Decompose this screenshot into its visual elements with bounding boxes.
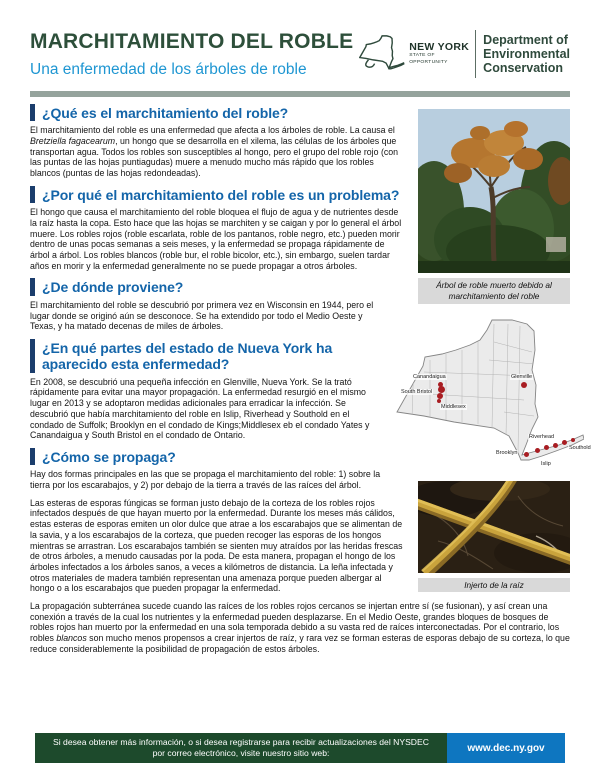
section-heading [30, 186, 406, 203]
infection-site-dot [521, 382, 527, 388]
section-heading [30, 339, 384, 373]
map-label: Riverhead [529, 433, 555, 440]
paragraph: En 2008, se descubrió una pequeña infección en Glenville, Nueva York. Se la trató rápidamente para evitar una mayor propagación. La enfermedad resurgió en el mismo lugar en 2013 y se adoptaron medidas adicionales para erradicar la infección. Se descubrió que había marchitamiento del roble en Islip, Riverhead y Southold en el condado de Suffolk; Brooklyn en el condado de Kings;Middlesex eb el condado Yates y Canandaigua y South Bristol en el condado de Ontario. [30, 376, 370, 441]
map-label: Southold [569, 444, 591, 451]
section-heading [30, 448, 384, 465]
section-heading [30, 278, 406, 295]
map-label: Canandaigua [413, 373, 446, 380]
figure-caption: Injerto de la raíz [418, 578, 570, 593]
header [0, 0, 600, 79]
page-subtitle: Una enfermedad de los árboles de roble [30, 61, 307, 78]
content [0, 104, 600, 655]
infection-site-dot [438, 386, 445, 393]
paragraph: El marchitamiento del roble se descubrió por primera vez en Wisconsin en 1944, pero el lugar donde se originó aún se desconoce. Se ha extendido por todo el Medio Oeste y Texas, y ha matado decenas de miles de árboles. [30, 299, 374, 332]
map-label: Glenville [511, 373, 533, 380]
infection-site-dot [437, 399, 441, 403]
header-divider [30, 91, 570, 97]
logo-wordmark [409, 42, 469, 66]
figure-root-graft [418, 481, 570, 593]
figure-caption: Árbol de roble muerto debido al marchitamiento del roble [418, 278, 570, 304]
logo-tagline-2: OPPORTUNITY [409, 59, 448, 65]
paragraph: El marchitamiento del roble es una enfermedad que afecta a los árboles de roble. La causa el Bretziella fagacearum, un hongo que se desarrolla en el xilema, las células de los árboles que transportan agua. Todos los robles son susceptibles al hongo, pero el grupo del roble rojo (con las puntas de las hojas puntiagudas) muere a menudo mucho más rápido que los robles blancos (puntas de las hojas redondeadas). [30, 125, 399, 179]
section-title: ¿De dónde proviene? [42, 279, 184, 296]
heading-accent-bar [30, 104, 35, 121]
heading-accent-bar [30, 278, 35, 295]
paragraph: Las esteras de esporas fúngicas se forman justo debajo de la corteza de los robles rojos infectados después de que hayan muerto por la enfermedad. Durante los meses más cálidos, estas esteras de esporas emiten un olor dulce que atrae a los escarabajos que se alimentan de la savia, y a los escarabajos de la corteza, que pueden recoger las esporas de los hongos mientras se arrastran. Los escarabajos también se sienten muy atraídos por las heridas frescas de otros árboles, a menudo causadas por la poda. De esta manera, propagan el hongo de los árboles infectados a los árboles sanos, a veces a kilómetros de distancia. La leña infectada y otros materiales de madera también representan una amenaza porque pueden albergar al hongo o a los escarabajos que pueden propagar la enfermedad. [30, 497, 403, 594]
infection-site-dot [535, 448, 540, 453]
map-label: South Bristol [401, 388, 433, 395]
paragraph: Hay dos formas principales en las que se propaga el marchitamiento del roble: 1) sobre la tierra por los escarabajos, y 2) por debajo de la tierra a través de las raíces del árbol. [30, 469, 381, 491]
section-title: ¿Qué es el marchitamiento del roble? [42, 105, 289, 121]
figure-ny-map [394, 312, 591, 475]
infection-site-dot [437, 393, 443, 399]
infection-site-dot [571, 438, 575, 442]
department-line-2: Environmental [483, 46, 570, 61]
section-title: ¿Cómo se propaga? [42, 448, 176, 465]
department-line-1: Department of [483, 32, 568, 47]
infection-site-dot [544, 445, 549, 450]
footer-message: Si desea obtener más información, o si desea registrarse para recibir actualizaciones del NYSDEC por correo electrónico, visite nuestro sitio web: [35, 733, 447, 763]
infection-site-dot [562, 440, 567, 445]
department-line-3: Conservation [483, 61, 564, 76]
ny-state-outline-icon [359, 34, 405, 74]
heading-accent-bar [30, 339, 35, 373]
paragraph: El hongo que causa el marchitamiento del roble bloquea el flujo de agua y de nutrientes desde la raíz hasta la copa. Esto hace que las hojas se marchiten y se caigan y por lo general el árbol muere. Los robles rojos (roble escarlata, roble de los pantanos, roble negro, etc.) pueden morir dentro de unas pocas semanas a seis meses, y la enfermedad se propaga rápidamente de árbol a árbol. Los robles blancos (roble bur, el roble bicolor, etc.), sin embargo, suelen tardar años en morir y la enfermedad generalmente no se puede propagar a otros árboles. [30, 207, 402, 271]
page-title: MARCHITAMIENTO DEL ROBLE [30, 30, 354, 53]
footer [35, 733, 565, 763]
heading-accent-bar [30, 448, 35, 465]
section-title: ¿Por qué el marchitamiento del roble es un problema? [42, 186, 400, 203]
section-title: ¿En qué partes del estado de Nueva York ha aparecido esta enfermedad? [42, 339, 333, 373]
section-heading [30, 104, 406, 121]
map-label: Middlesex [441, 403, 466, 410]
logo-divider [475, 30, 476, 78]
figure-dead-oak [418, 109, 570, 304]
logo-tagline-1: STATE OF [409, 53, 435, 59]
infection-site-dot [553, 443, 558, 448]
header-titles [30, 30, 353, 79]
map-label: Brooklyn [496, 449, 518, 456]
root-graft-photo [418, 481, 570, 573]
paragraph: La propagación subterránea sucede cuando las raíces de los robles rojos cercanos se injertan entre sí (se fusionan), y así crean una conexión a través de la cual los nutrientes y la enfermedad pueden desplazarse. En el Medio Oeste, grandes bloques de bosques de robles rojos han muerto por la enfermedad en una sola temporada debido a su vasta red de raíces interconectadas. Por el contrario, los robles blancos son mucho menos propensos a crear injertos de raíz, y rara vez se forman esteras de esporas debajo de su corteza, lo que reduce considerablemente la posibilidad de propagación de estos árboles. [30, 601, 570, 654]
dead-oak-photo [418, 109, 570, 273]
nys-doc-logo [359, 30, 570, 78]
logo-brand: NEW YORK [409, 41, 470, 54]
infection-site-dot [524, 452, 529, 457]
heading-accent-bar [30, 186, 35, 203]
department-name [483, 33, 570, 75]
dec-website-link[interactable]: www.dec.ny.gov [447, 733, 565, 763]
map-label: Islip [541, 460, 551, 467]
